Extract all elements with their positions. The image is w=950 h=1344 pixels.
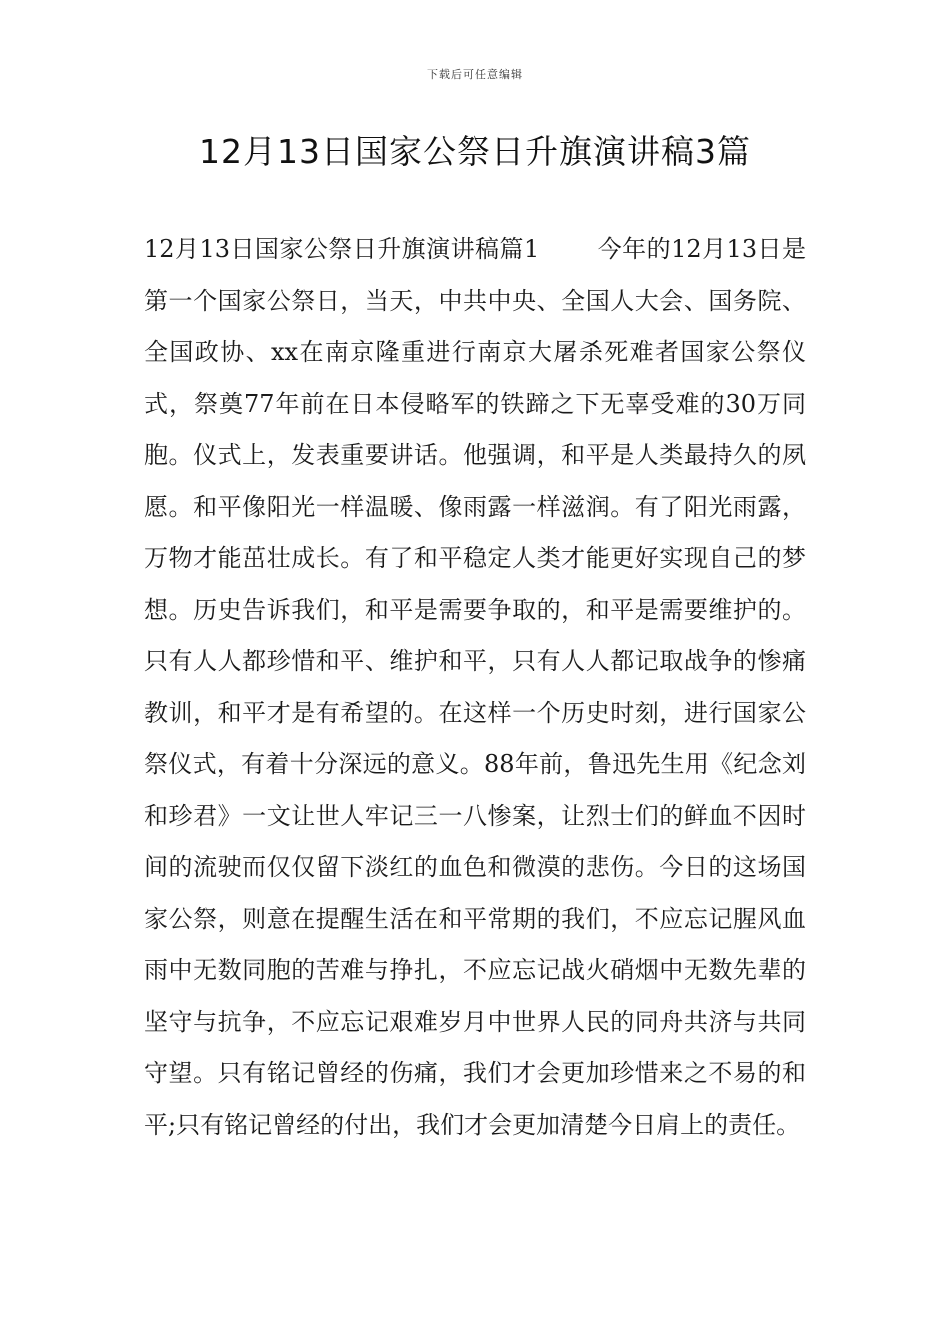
section-heading: 12月13日国家公祭日升旗演讲稿篇1	[144, 235, 540, 263]
header-note: 下载后可任意编辑	[427, 68, 523, 81]
page-title: 12月13日国家公祭日升旗演讲稿3篇	[199, 132, 751, 171]
body-paragraph	[144, 224, 806, 1151]
section-body: 今年的12月13日是第一个国家公祭日，当天，中共中央、全国人大会、国务院、全国政协、xx在南京隆重进行南京大屠杀死难者国家公祭仪式，祭奠77年前在日本侵略军的铁蹄之下无辜受难的30万同胞。仪式上，发表重要讲话。他强调，和平是人类最持久的夙愿。和平像阳光一样温暖、像雨露一样滋润。有了阳光雨露，万物才能茁壮成长。有了和平稳定人类才能更好实现自己的梦想。历史告诉我们，和平是需要争取的，和平是需要维护的。只有人人都珍惜和平、维护和平，只有人人都记取战争的惨痛教训，和平才是有希望的。在这样一个历史时刻，进行国家公祭仪式，有着十分深远的意义。88年前，鲁迅先生用《纪念刘和珍君》一文让世人牢记三一八惨案，让烈士们的鲜血不因时间的流驶而仅仅留下淡红的血色和微漠的悲伤。今日的这场国家公祭，则意在提醒生活在和平常期的我们，不应忘记腥风血雨中无数同胞的苦难与挣扎，不应忘记战火硝烟中无数先辈的坚守与抗争，不应忘记艰难岁月中世界人民的同舟共济与共同守望。只有铭记曾经的伤痛，我们才会更加珍惜来之不易的和平;只有铭记曾经的付出，我们才会更加清楚今日肩上的责任。	[144, 235, 807, 1139]
